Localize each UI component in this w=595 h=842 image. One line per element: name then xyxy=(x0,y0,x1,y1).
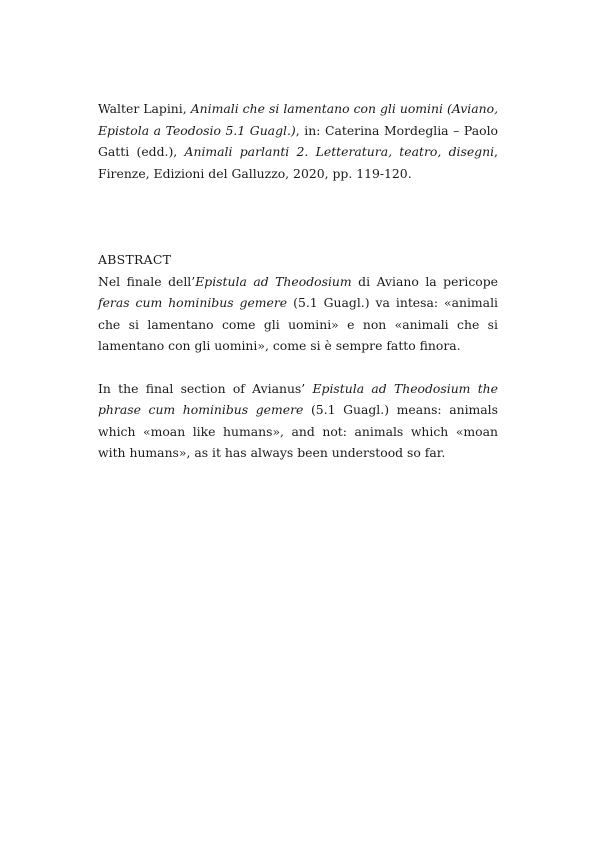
abstract-english xyxy=(98,378,498,464)
citation-author: Walter Lapini, xyxy=(98,101,191,116)
abstract-it-text-2: di Aviano la pericope xyxy=(351,273,498,289)
abstract-it-italic-1: Epistula ad Theodosium xyxy=(195,273,352,289)
abstract-en-italic-1: Epistula ad Theodosium the phrase cum hominibus gemere xyxy=(98,380,498,417)
abstract-it-text-3: (5.1 Guagl.) va intesa: «animali che si lamentano come gli uomini» e non «animali che si lamentano con gli uomini», come si è sempre fatto finora. xyxy=(98,295,498,353)
bibliographic-citation xyxy=(98,98,498,184)
citation-publisher: , Firenze, Edizioni del Galluzzo, 2020, pp. 119-120. xyxy=(98,144,498,181)
abstract-it-text-1: Nel finale dell’ xyxy=(98,273,196,289)
abstract-en-text-2: (5.1 Guagl.) means: animals which «moan like humans», and not: animals which «moan with humans», as it has always been understood so far. xyxy=(98,402,498,460)
abstract-it-italic-2: feras cum hominibus gemere xyxy=(98,295,288,310)
document-page xyxy=(98,98,498,464)
citation-in: , in: Caterina Mordeglia – Paolo Gatti (edd.), xyxy=(98,122,498,159)
citation-title: Animali che si lamentano con gli uomini (Aviano, Epistola a Teodosio 5.1 Guagl.) xyxy=(98,101,499,138)
abstract-heading: ABSTRACT xyxy=(98,252,172,267)
abstract-italian xyxy=(98,271,498,357)
citation-volume: Animali parlanti 2. Letteratura, teatro, disegni xyxy=(184,144,495,159)
abstract-en-text-1: In the final section of Avianus’ xyxy=(98,380,313,396)
